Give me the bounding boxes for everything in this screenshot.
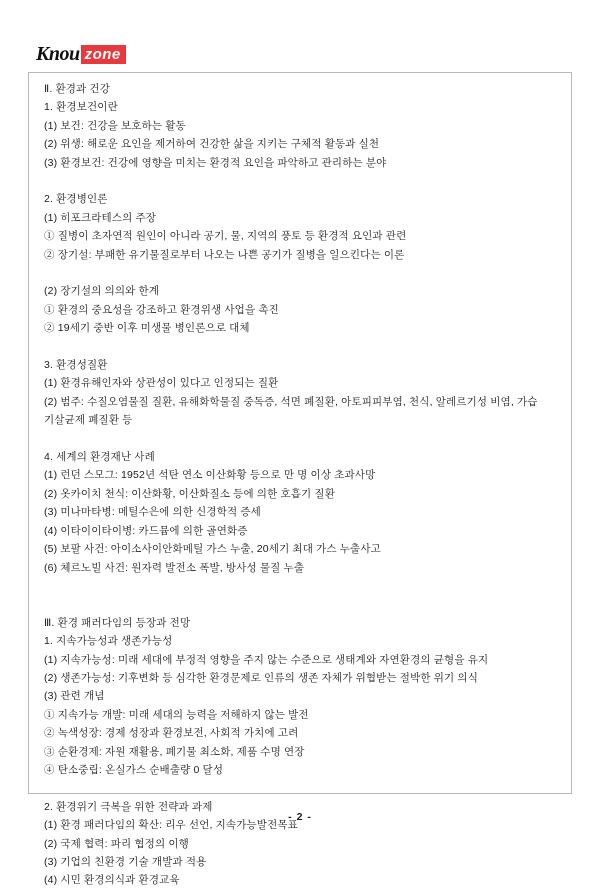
text-line: (2) 범주: 수질오염물질 질환, 유해화학물질 중독증, 석면 폐질환, 아토피피부염, 천식, 알레르기성 비염, 가습 [44, 395, 538, 408]
text-line: ① 환경의 중요성을 강조하고 환경위생 사업을 촉진 [44, 303, 279, 316]
text-line: (1) 환경 패러다임의 확산: 리우 선언, 지속가능발전목표 [44, 819, 298, 832]
text-line: ② 녹색성장: 경제 성장과 환경보전, 사회적 가치에 고려 [44, 727, 299, 740]
text-line: (5) 보팔 사건: 아이소사이안화메틸 가스 누출, 20세기 최대 가스 누출사고 [44, 543, 381, 556]
blank-line [44, 430, 556, 448]
text-line: (1) 지속가능성: 미래 세대에 부정적 영향을 주지 않는 수준으로 생태계와 자연환경의 균형을 유지 [44, 653, 489, 666]
text-line: (3) 관련 개념 [44, 690, 105, 703]
blank-line [44, 264, 556, 282]
text-line: ② 장기설: 부패한 유기물질로부터 나오는 나쁜 공기가 질병을 일으킨다는 이론 [44, 248, 405, 261]
text-line: (2) 생존가능성: 기후변화 등 심각한 환경문제로 인류의 생존 자체가 위협받는 절박한 위기 의식 [44, 671, 478, 684]
page-number: - 2 - [288, 811, 312, 823]
text-line: 3. 환경성질환 [44, 359, 108, 372]
text-line: (1) 히포크라테스의 주장 [44, 211, 157, 224]
text-line: ② 19세기 중반 이후 미생물 병인론으로 대체 [44, 322, 250, 335]
blank-line [44, 595, 556, 613]
text-line: ① 지속가능 개발: 미래 세대의 능력을 저해하지 않는 발전 [44, 708, 309, 721]
text-line: (2) 장기설의 의의와 한계 [44, 285, 160, 298]
logo-text-nou: nou [48, 43, 80, 65]
knouzone-logo [36, 44, 154, 64]
text-line: 2. 환경병인론 [44, 193, 108, 206]
text-line: ① 질병이 초자연적 원인이 아니라 공기, 물, 지역의 풍토 등 환경적 요인과 관련 [44, 230, 407, 243]
text-line: 1. 환경보건이란 [44, 101, 118, 114]
text-line: (3) 미나마타병: 메틸수은에 의한 신경학적 증세 [44, 506, 261, 519]
blank-line [44, 779, 556, 797]
text-line: (3) 기업의 친환경 기술 개발과 적용 [44, 855, 207, 868]
document-body [44, 80, 556, 890]
text-line: (4) 시민 환경의식과 환경교육 [44, 874, 180, 887]
text-line: (1) 런던 스모그: 1952년 석탄 연소 이산화황 등으로 만 명 이상 초과사망 [44, 469, 376, 482]
text-line: ③ 순환경제: 자원 재활용, 폐기물 최소화, 제품 수명 연장 [44, 745, 305, 758]
text-line: 1. 지속가능성과 생존가능성 [44, 635, 173, 648]
text-line: (3) 환경보건: 건강에 영향을 미치는 환경적 요인을 파악하고 관리하는 분야 [44, 156, 387, 169]
text-line: (1) 환경유해인자와 상관성이 있다고 인정되는 질환 [44, 377, 279, 390]
text-line: (6) 체르노빌 사건: 원자력 발전소 폭발, 방사성 물질 누출 [44, 561, 305, 574]
blank-line [44, 172, 556, 190]
text-line: (2) 옷카이치 천식: 이산화황, 이산화질소 등에 의한 호흡기 질환 [44, 487, 335, 500]
text-line: Ⅱ. 환경과 건강 [44, 83, 110, 95]
text-line: (2) 국제 협력: 파리 협정의 이행 [44, 837, 189, 850]
text-line: (2) 위생: 해로운 요인을 제거하여 건강한 삶을 지키는 구체적 활동과 실천 [44, 138, 380, 151]
text-line: Ⅲ. 환경 패러다임의 등장과 전망 [44, 616, 191, 629]
blank-line [44, 338, 556, 356]
text-line: (4) 이타이이타이병: 카드뮴에 의한 골연화증 [44, 524, 248, 537]
logo-text-zone: zone [81, 45, 126, 64]
logo-text-k: K [36, 43, 49, 65]
blank-line [44, 577, 556, 595]
text-line: 2. 환경위기 극복을 위한 전략과 과제 [44, 800, 213, 813]
text-line: 4. 세계의 환경재난 사례 [44, 451, 155, 464]
text-line: (1) 보건: 건강을 보호하는 활동 [44, 119, 186, 132]
text-line: ④ 탄소중립: 온실가스 순배출량 0 달성 [44, 763, 224, 776]
text-line: 기살균제 폐질환 등 [44, 414, 133, 427]
